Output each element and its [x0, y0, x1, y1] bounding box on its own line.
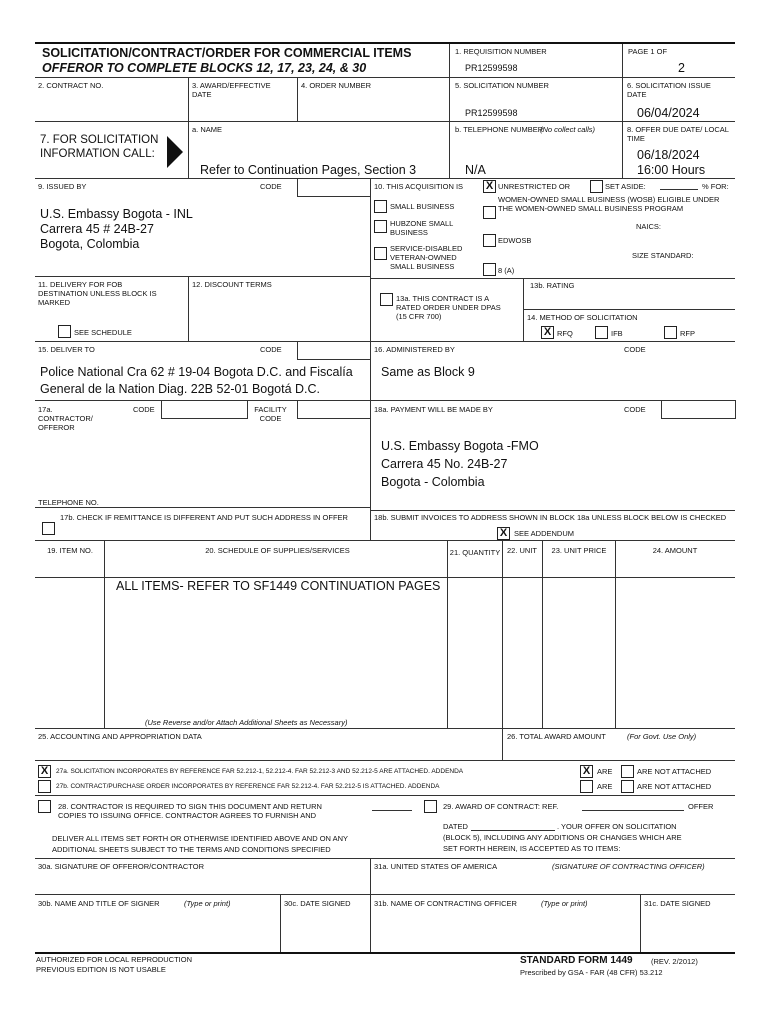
c28-text1: 28. CONTRACTOR IS REQUIRED TO SIGN THIS DOCUMENT AND RETURN: [58, 802, 322, 811]
solicitation-number-value[interactable]: PR12599598: [465, 108, 518, 118]
info-call-label: 7. FOR SOLICITATION INFORMATION CALL:: [40, 134, 159, 160]
rule: [35, 276, 370, 277]
c29-offer: OFFER: [688, 802, 714, 811]
contractor-code-field[interactable]: [161, 400, 248, 419]
due-date-label: 8. OFFER DUE DATE/ LOCAL TIME: [627, 125, 729, 143]
rule: [502, 728, 503, 760]
rule: [297, 77, 298, 121]
order-number-label: 4. ORDER NUMBER: [301, 81, 372, 90]
eight-a-label: 8 (A): [498, 266, 515, 275]
sig-31a-note: (SIGNATURE OF CONTRACTING OFFICER): [552, 862, 705, 871]
ifb-label: IFB: [611, 329, 623, 338]
c27b-are-checkbox[interactable]: [580, 780, 593, 793]
rule: [280, 894, 281, 952]
footer-left2: PREVIOUS EDITION IS NOT USABLE: [36, 965, 166, 974]
c29-text2: . YOUR OFFER ON SOLICITATION: [557, 822, 677, 831]
administered-by-code-label: CODE: [624, 345, 646, 354]
payment-by-label: 18a. PAYMENT WILL BE MADE BY: [374, 405, 493, 414]
facility-code-label: FACILITY CODE: [254, 405, 287, 423]
contractor-label: 17a. CONTRACTOR/ OFFEROR: [38, 405, 93, 432]
c27a-text: 27a. SOLICITATION INCORPORATES BY REFERENCE FAR 52.212-1, 52.212-4. FAR 52.212-3 AND 52.212-5 ARE ATTACHED. ADDENDA: [56, 768, 464, 775]
rfp-checkbox[interactable]: [664, 326, 677, 339]
payment-code-field[interactable]: [661, 400, 736, 419]
unrestricted-label: UNRESTRICTED OR: [498, 182, 571, 191]
sig-30c-label: 30c. DATE SIGNED: [284, 899, 351, 908]
contractor-telephone-label: TELEPHONE NO.: [38, 498, 99, 507]
contract-no-label: 2. CONTRACT NO.: [38, 81, 104, 90]
unrestricted-checkbox[interactable]: X: [483, 180, 496, 193]
col-unit-price-header: 23. UNIT PRICE: [551, 546, 607, 555]
col-unit-header: 22. UNIT: [506, 546, 537, 555]
sig-31a-label: 31a. UNITED STATES OF AMERICA: [374, 862, 498, 871]
facility-code-field[interactable]: [297, 400, 371, 419]
wosb-checkbox[interactable]: [483, 206, 496, 219]
method-label: 14. METHOD OF SOLICITATION: [527, 313, 638, 322]
col-schedule-header: 20. SCHEDULE OF SUPPLIES/SERVICES: [205, 546, 350, 555]
c29-text4: SET FORTH HEREIN, IS ACCEPTED AS TO ITEMS:: [443, 844, 621, 853]
due-time-value[interactable]: 16:00 Hours: [637, 163, 706, 177]
rfp-label: RFP: [680, 329, 695, 338]
c27a-are-not-checkbox[interactable]: [621, 765, 634, 778]
rule: [502, 540, 503, 728]
arrow-right-icon: [165, 134, 185, 170]
see-schedule-checkbox[interactable]: [58, 325, 71, 338]
phone-note: (No collect calls): [540, 125, 596, 134]
payment-by-line3: Bogota - Colombia: [381, 475, 485, 489]
set-aside-label: SET ASIDE:: [605, 182, 646, 191]
c27b-are-not-label: ARE NOT ATTACHED: [637, 782, 712, 791]
wosb-label: WOMEN-OWNED SMALL BUSINESS (WOSB) ELIGIBLE UNDER THE WOMEN-OWNED SMALL BUSINESS PROGRAM: [498, 195, 720, 213]
payment-by-line1: U.S. Embassy Bogota -FMO: [381, 439, 539, 453]
schedule-item-text: ALL ITEMS- REFER TO SF1449 CONTINUATION PAGES: [116, 579, 441, 593]
see-addendum-checkbox[interactable]: X: [497, 527, 510, 540]
discount-terms-label: 12. DISCOUNT TERMS: [192, 280, 272, 289]
sig-30a-label: 30a. SIGNATURE OF OFFEROR/CONTRACTOR: [38, 862, 204, 871]
see-schedule-label: SEE SCHEDULE: [74, 328, 132, 337]
rule: [188, 77, 189, 178]
issued-by-label: 9. ISSUED BY: [38, 182, 87, 191]
req-number-label: 1. REQUISITION NUMBER: [455, 47, 547, 56]
edwosb-label: EDWOSB: [498, 236, 532, 245]
c28-text3: DELIVER ALL ITEMS SET FORTH OR OTHERWISE IDENTIFIED ABOVE AND ON ANY: [52, 834, 349, 843]
rated-order-label: 13a. THIS CONTRACT IS A RATED ORDER UNDER DPAS (15 CFR 700): [396, 294, 501, 321]
name-value[interactable]: Refer to Continuation Pages, Section 3: [200, 163, 417, 177]
set-aside-checkbox[interactable]: [590, 180, 603, 193]
rule: [35, 121, 735, 122]
remittance-checkbox[interactable]: [42, 522, 55, 535]
acquisition-label: 10. THIS ACQUISITION IS: [374, 182, 464, 191]
rule: [447, 540, 448, 728]
total-award-note: (For Govt. Use Only): [627, 732, 697, 741]
small-business-label: SMALL BUSINESS: [390, 202, 455, 211]
issued-by-line2: Carrera 45 # 24B-27: [40, 222, 154, 236]
c29-ref-line: [582, 810, 684, 811]
rule: [35, 760, 735, 761]
total-award-label: 26. TOTAL AWARD AMOUNT: [507, 732, 606, 741]
set-aside-pct-line: [660, 189, 698, 190]
rule: [35, 400, 735, 401]
c27a-are-checkbox[interactable]: X: [580, 765, 593, 778]
administered-by-label: 16. ADMINISTERED BY: [374, 345, 455, 354]
form-name: STANDARD FORM 1449: [520, 955, 633, 966]
rule: [523, 309, 735, 310]
hubzone-label: HUBZONE SMALL BUSINESS: [390, 219, 454, 237]
rule: [35, 77, 735, 78]
submit-invoices-label: 18b. SUBMIT INVOICES TO ADDRESS SHOWN IN BLOCK 18a UNLESS BLOCK BELOW IS CHECKED: [374, 513, 727, 522]
form-prescribed: Prescribed by GSA - FAR (48 CFR) 53.212: [520, 968, 663, 977]
solicitation-number-label: 5. SOLICITATION NUMBER: [455, 81, 549, 90]
rfq-checkbox[interactable]: X: [541, 326, 554, 339]
naics-label: NAICS:: [636, 222, 662, 231]
page-total: 2: [678, 61, 685, 75]
c28-checkbox[interactable]: [38, 800, 51, 813]
deliver-to-label: 15. DELIVER TO: [38, 345, 95, 354]
c27a-checkbox[interactable]: X: [38, 765, 51, 778]
size-standard-label: SIZE STANDARD:: [632, 251, 694, 260]
rule: [35, 341, 735, 342]
rfq-label: RFQ: [557, 329, 573, 338]
rated-order-checkbox[interactable]: [380, 293, 393, 306]
top-border: [35, 42, 735, 44]
delivery-fob-label: 11. DELIVERY FOR FOB DESTINATION UNLESS BLOCK IS MARKED: [38, 280, 157, 307]
c27b-text: 27b. CONTRACT/PURCHASE ORDER INCORPORATES BY REFERENCE FAR 52.212-4. FAR 52.212-5 IS ATTACHED. ADDENDA: [56, 783, 440, 790]
rule: [449, 44, 450, 178]
rule: [35, 178, 735, 179]
issue-date-label: 6. SOLICITATION ISSUE DATE: [627, 81, 711, 99]
accounting-label: 25. ACCOUNTING AND APPROPRIATION DATA: [38, 732, 202, 741]
ifb-checkbox[interactable]: [595, 326, 608, 339]
payment-by-code-label: CODE: [624, 405, 646, 414]
issued-by-line1: U.S. Embassy Bogota - INL: [40, 207, 193, 221]
deliver-to-line1: Police National Cra 62 # 19-04 Bogota D.C. and Fiscalía: [40, 365, 353, 379]
issue-date-value[interactable]: 06/04/2024: [637, 106, 700, 120]
c28-text4: ADDITIONAL SHEETS SUBJECT TO THE TERMS AND CONDITIONS SPECIFIED: [52, 845, 331, 854]
sdvosb-checkbox[interactable]: [374, 247, 387, 260]
deliver-to-code-field[interactable]: [297, 341, 371, 360]
sdvosb-label: SERVICE-DISABLED VETERAN-OWNED SMALL BUSINESS: [390, 244, 463, 271]
col-item-no-header: 19. ITEM NO.: [47, 546, 93, 555]
bottom-border: [35, 952, 735, 954]
administered-by-value: Same as Block 9: [381, 365, 475, 379]
rule: [35, 507, 370, 508]
sig-31b-note: (Type or print): [541, 899, 588, 908]
col-quantity-header: 21. QUANTITY: [449, 548, 501, 557]
rule: [104, 540, 105, 728]
deliver-to-code-label: CODE: [260, 345, 282, 354]
due-date-value[interactable]: 06/18/2024: [637, 148, 700, 162]
rule: [35, 728, 735, 729]
c29-text3: (BLOCK 5), INCLUDING ANY ADDITIONS OR CHANGES WHICH ARE: [443, 833, 682, 842]
form-subtitle: OFFEROR TO COMPLETE BLOCKS 12, 17, 23, 24, & 30: [42, 61, 367, 75]
col-amount-header: 24. AMOUNT: [652, 546, 698, 555]
pct-for-label: % FOR:: [702, 182, 729, 191]
rule: [640, 894, 641, 952]
c27b-are-label: ARE: [597, 782, 613, 791]
rule: [370, 510, 735, 511]
c27b-checkbox[interactable]: [38, 780, 51, 793]
c27b-are-not-checkbox[interactable]: [621, 780, 634, 793]
sig-30b-label: 30b. NAME AND TITLE OF SIGNER: [38, 899, 160, 908]
rating-label: 13b. RATING: [530, 281, 575, 290]
c29-checkbox[interactable]: [424, 800, 437, 813]
payment-by-line2: Carrera 45 No. 24B-27: [381, 457, 508, 471]
see-addendum-label: SEE ADDENDUM: [514, 529, 575, 538]
sig-30b-note: (Type or print): [184, 899, 231, 908]
c29-text1: 29. AWARD OF CONTRACT: REF.: [443, 802, 559, 811]
eight-a-checkbox[interactable]: [483, 263, 496, 276]
c29-dated-line: [471, 830, 555, 831]
rule: [622, 44, 623, 178]
page-label: PAGE 1 OF: [628, 47, 668, 56]
sig-31b-label: 31b. NAME OF CONTRACTING OFFICER: [374, 899, 517, 908]
issued-by-code-field[interactable]: [297, 178, 371, 197]
hubzone-checkbox[interactable]: [374, 220, 387, 233]
rule: [542, 540, 543, 728]
footer-left1: AUTHORIZED FOR LOCAL REPRODUCTION: [36, 955, 192, 964]
form-rev: (REV. 2/2012): [651, 957, 698, 966]
name-label: a. NAME: [192, 125, 223, 134]
issued-by-code-label: CODE: [260, 182, 282, 191]
phone-label: b. TELEPHONE NUMBER: [455, 125, 544, 134]
issued-by-line3: Bogota, Colombia: [40, 237, 140, 251]
c29-dated: DATED: [443, 822, 468, 831]
rule: [188, 276, 189, 341]
req-number-value[interactable]: PR12599598: [465, 63, 518, 73]
award-date-label: 3. AWARD/EFFECTIVE DATE: [192, 81, 271, 99]
small-business-checkbox[interactable]: [374, 200, 387, 213]
rule: [35, 540, 735, 541]
contractor-code-label: CODE: [133, 405, 155, 414]
sig-31c-label: 31c. DATE SIGNED: [644, 899, 711, 908]
rule: [35, 795, 735, 796]
rule: [615, 540, 616, 728]
rule: [35, 894, 735, 895]
c27a-are-not-label: ARE NOT ATTACHED: [637, 767, 712, 776]
phone-value[interactable]: N/A: [465, 163, 486, 177]
c28-text2: COPIES TO ISSUING OFFICE. CONTRACTOR AGREES TO FURNISH AND: [58, 811, 317, 820]
form-title: SOLICITATION/CONTRACT/ORDER FOR COMMERCIAL ITEMS: [42, 46, 412, 60]
c28-copies-line: [372, 810, 412, 811]
remittance-label: 17b. CHECK IF REMITTANCE IS DIFFERENT AND PUT SUCH ADDRESS IN OFFER: [60, 513, 348, 522]
rule: [35, 858, 735, 859]
rule: [370, 278, 735, 279]
deliver-to-line2: General de la Nation Diag. 22B 52-01 Bogotá D.C.: [40, 382, 321, 396]
rule: [370, 858, 371, 952]
c27a-are-label: ARE: [597, 767, 613, 776]
schedule-footnote: (Use Reverse and/or Attach Additional Sheets as Necessary): [145, 718, 348, 727]
edwosb-checkbox[interactable]: [483, 234, 496, 247]
